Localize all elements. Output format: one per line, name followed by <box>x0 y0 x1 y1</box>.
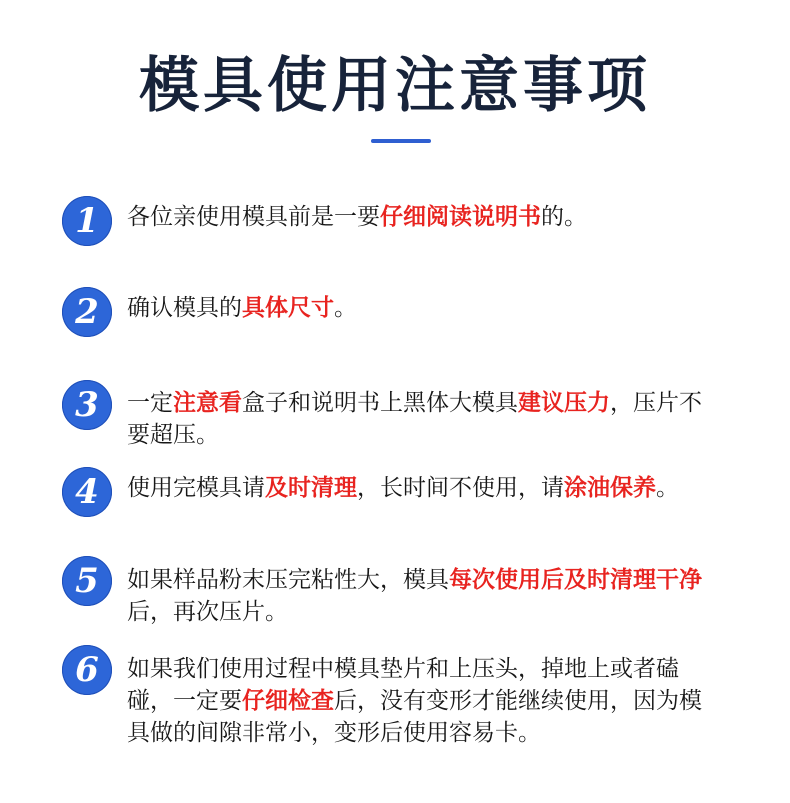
item-number: 3 <box>75 385 99 425</box>
item-text-part: 。 <box>334 295 357 321</box>
title-underline <box>371 139 431 143</box>
item-number: 1 <box>75 201 99 241</box>
item-text-part: 如果我们使用过程中模具垫片和上压头，掉地上或者磕碰，一定要 <box>127 656 679 714</box>
item-text-part: 确认模具的 <box>127 295 242 321</box>
item-text-part: 的。 <box>541 204 587 230</box>
item-text-part: 后，再次压片。 <box>127 599 288 625</box>
item-highlight: 每次使用后及时清理干净 <box>449 567 702 593</box>
item-text-part: ，压片不要超压。 <box>127 390 702 448</box>
item-text-part: ，长时间不使用，请 <box>357 475 564 501</box>
item-number: 2 <box>75 292 99 332</box>
item-text <box>127 201 707 233</box>
item-text-part: 盒子和说明书上黑体大模具 <box>242 390 518 416</box>
item-highlight: 注意看 <box>173 390 242 416</box>
item-text <box>127 653 707 749</box>
item-highlight: 具体尺寸 <box>242 295 334 321</box>
item-text <box>127 387 707 451</box>
item-text <box>127 564 707 628</box>
item-number: 4 <box>75 472 99 512</box>
item-text-part: 一定 <box>127 390 173 416</box>
item-highlight: 仔细检查 <box>242 688 334 714</box>
item-text-part: 。 <box>656 475 679 501</box>
item-text-part: 如果样品粉末压完粘性大，模具 <box>127 567 449 593</box>
item-text-part: 后，没有变形才能继续使用，因为模具做的间隙非常小，变形后使用容易卡。 <box>127 688 702 746</box>
item-number: 5 <box>75 561 99 601</box>
item-text <box>127 292 707 324</box>
item-highlight: 仔细阅读说明书 <box>380 204 541 230</box>
item-highlight: 建议压力 <box>518 390 610 416</box>
item-text <box>127 472 727 504</box>
item-highlight: 及时清理 <box>265 475 357 501</box>
item-number: 6 <box>75 650 99 690</box>
item-highlight: 涂油保养 <box>564 475 656 501</box>
page-title: 模具使用注意事项 <box>139 51 651 121</box>
item-text-part: 使用完模具请 <box>127 475 265 501</box>
item-text-part: 各位亲使用模具前是一要 <box>127 204 380 230</box>
